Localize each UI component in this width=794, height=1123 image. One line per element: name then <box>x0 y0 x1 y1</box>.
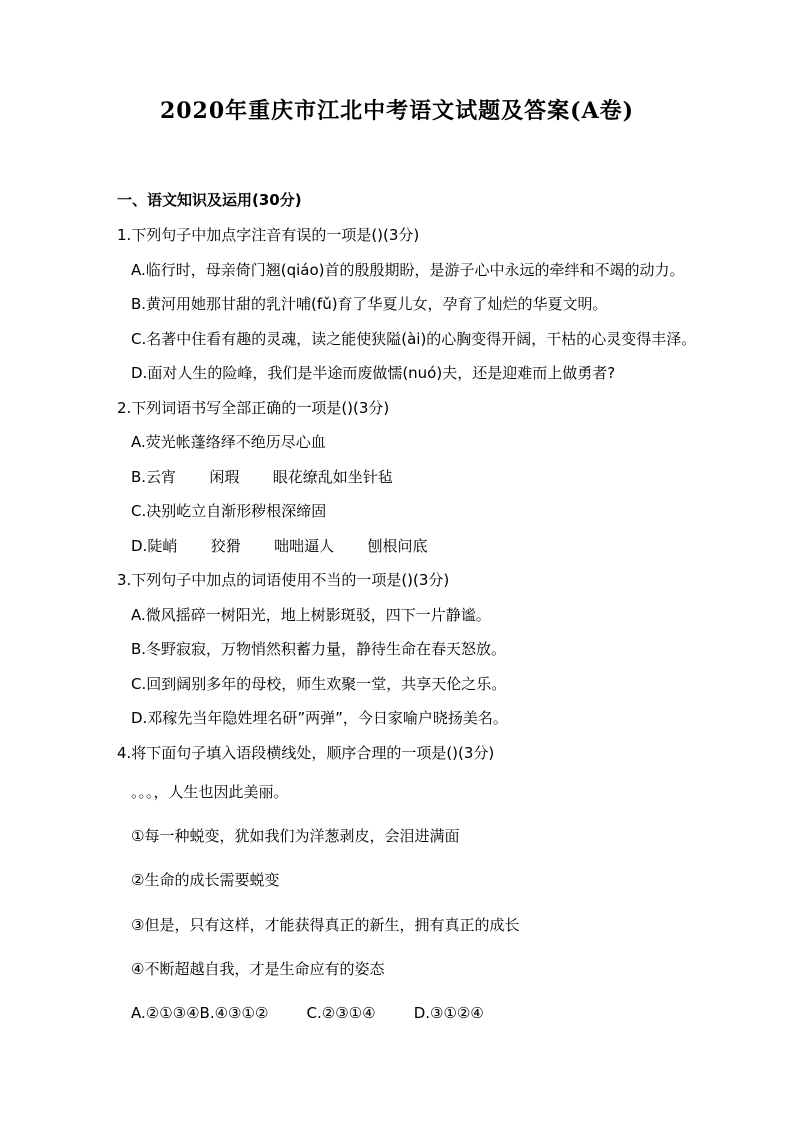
question-4-lead-sentence: 。。。，人生也因此美丽。 <box>131 783 289 801</box>
question-4-sentence-1: ①每一种蜕变，犹如我们为洋葱剥皮，会泪进满面 <box>131 827 460 846</box>
question-3-stem: 3.下列句子中加点的词语使用不当的一项是()(3分) <box>117 571 450 589</box>
question-4-sentence-4: ④不断超越自我，才是生命应有的姿态 <box>131 959 385 978</box>
question-3-option-a: A.微风摇碎一树阳光，地上树影斑驳，四下一片静谧。 <box>131 605 491 624</box>
question-1-option-b: B.黄河用她那甘甜的乳汁哺(fǔ)育了华夏儿女，孕育了灿烂的华夏文明。 <box>131 295 608 313</box>
section-1-heading: 一、语文知识及运用(30分) <box>117 191 302 209</box>
document-body <box>0 183 794 1035</box>
question-3-option-c: C.回到阔别多年的母校，师生欢聚一堂，共享天伦之乐。 <box>131 674 507 693</box>
question-4-answer-choices: A.②①③④B.④③①② C.②③①④ D.③①②④ <box>131 1003 484 1022</box>
question-2-option-c: C.决别屹立自渐形秽根深缔固 <box>131 502 327 520</box>
question-1-stem: 1.下列句子中加点字注音有误的一项是()(3分) <box>117 226 420 244</box>
question-4-stem: 4.将下面句子填入语段横线处，顺序合理的一项是()(3分) <box>117 743 495 762</box>
question-1-option-a: A.临行时，母亲倚门翘(qiáo)首的殷殷期盼，是游子心中永远的牵绊和不竭的动力。 <box>131 260 685 279</box>
question-3-option-d: D.邓稼先当年隐姓埋名研”两弹”，今日家喻户晓扬美名。 <box>131 709 508 727</box>
question-3-option-b: B.冬野寂寂，万物悄然积蓄力量，静待生命在春天怒放。 <box>131 640 507 658</box>
question-2-option-d: D.陡峭 狡猾 咄咄逼人 刨根问底 <box>131 536 428 555</box>
question-4-sentence-3: ③但是，只有这样，才能获得真正的新生，拥有真正的成长 <box>131 915 520 934</box>
question-2-stem: 2.下列词语书写全部正确的一项是()(3分) <box>117 398 390 417</box>
question-4-sentence-2: ②生命的成长需要蜕变 <box>131 871 280 890</box>
question-1-option-c: C.名著中住看有趣的灵魂，读之能使狭隘(ài)的心胸变得开阔，干枯的心灵变得丰泽。 <box>131 329 697 348</box>
question-2-option-b: B.云宵 闲瑕 眼花缭乱如坐针毡 <box>131 467 393 486</box>
question-1-option-d: D.面对人生的险峰，我们是半途而废做懦(nuó)夫，还是迎难而上做勇者? <box>131 364 616 382</box>
question-2-option-a: A.荧光帐蓬络绎不绝历尽心血 <box>131 433 326 451</box>
document-title: 2020年重庆市江北中考语文试题及答案(A卷) <box>159 98 635 124</box>
